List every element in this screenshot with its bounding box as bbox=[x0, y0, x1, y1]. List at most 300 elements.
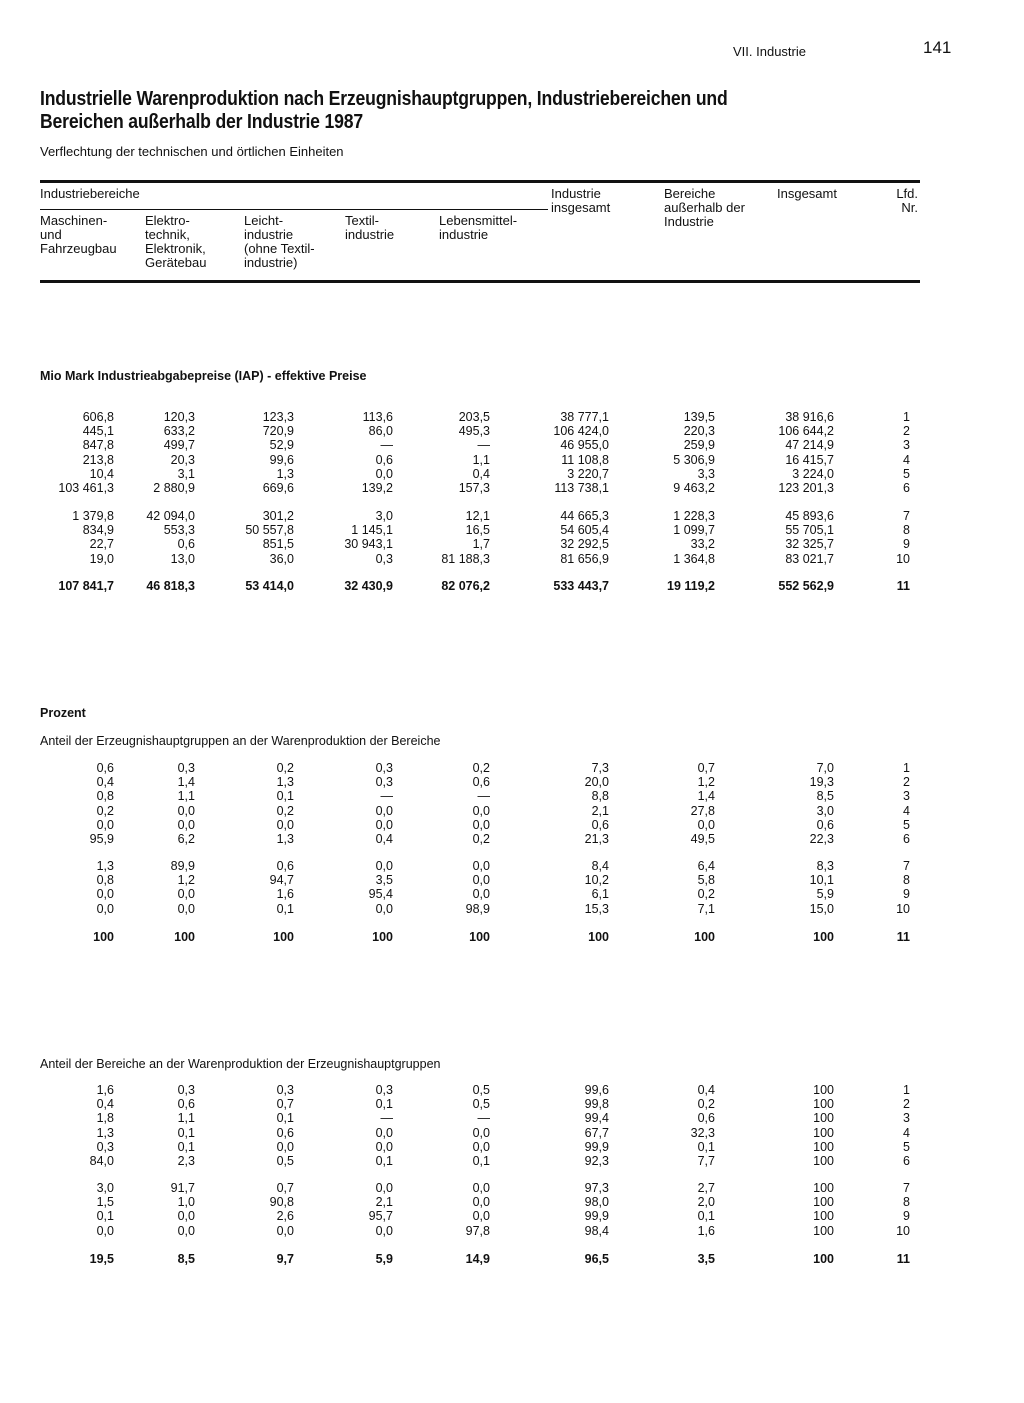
cell-insgesamt: 100 bbox=[813, 1097, 834, 1112]
cell-maschinen: 10,4 bbox=[89, 466, 114, 481]
cell-lfd-nr: 7 bbox=[903, 1181, 910, 1195]
cell-bereiche-ausserhalb: 1,6 bbox=[697, 1223, 715, 1238]
cell-elektro: 120,3 bbox=[163, 410, 195, 424]
cell-lfd-nr: 1 bbox=[903, 1083, 910, 1097]
cell-maschinen: 606,8 bbox=[82, 410, 114, 424]
cell-textil: — bbox=[380, 789, 393, 804]
cell-textil: 5,9 bbox=[375, 1252, 393, 1266]
cell-industrie-insgesamt: 20,0 bbox=[584, 775, 609, 790]
cell-bereiche-ausserhalb: 139,5 bbox=[683, 410, 715, 424]
cell-leicht: 94,7 bbox=[269, 873, 294, 888]
table-row bbox=[0, 438, 1024, 452]
cell-textil: 32 430,9 bbox=[344, 579, 393, 593]
cell-leicht: 301,2 bbox=[262, 509, 294, 523]
col-header-leicht: Leicht- industrie (ohne Textil- industrie) bbox=[244, 213, 315, 270]
cell-textil: 0,1 bbox=[375, 1154, 393, 1168]
cell-textil: 0,0 bbox=[375, 1139, 393, 1154]
cell-maschinen: 0,0 bbox=[96, 817, 114, 832]
cell-industrie-insgesamt: 8,8 bbox=[591, 789, 609, 804]
table-row bbox=[0, 523, 1024, 537]
cell-leicht: 0,0 bbox=[276, 1139, 294, 1154]
cell-industrie-insgesamt: 533 443,7 bbox=[553, 579, 609, 593]
cell-textil: 139,2 bbox=[361, 481, 393, 495]
cell-lebensmittel: 82 076,2 bbox=[441, 579, 490, 593]
cell-lebensmittel: 0,0 bbox=[472, 1125, 490, 1140]
cell-lfd-nr: 1 bbox=[903, 410, 910, 424]
cell-insgesamt: 123 201,3 bbox=[778, 481, 834, 495]
cell-elektro: 0,3 bbox=[177, 1083, 195, 1097]
cell-bereiche-ausserhalb: 0,1 bbox=[697, 1209, 715, 1224]
cell-industrie-insgesamt: 8,4 bbox=[591, 859, 609, 873]
cell-lebensmittel: 495,3 bbox=[458, 424, 490, 439]
cell-lfd-nr: 5 bbox=[903, 817, 910, 832]
cell-textil: 0,0 bbox=[375, 859, 393, 873]
cell-elektro: 0,1 bbox=[177, 1139, 195, 1154]
cell-elektro: 2,3 bbox=[177, 1154, 195, 1168]
cell-elektro: 633,2 bbox=[163, 424, 195, 439]
cell-maschinen: 0,6 bbox=[96, 761, 114, 775]
cell-bereiche-ausserhalb: 49,5 bbox=[690, 832, 715, 846]
cell-leicht: 0,1 bbox=[276, 1111, 294, 1126]
cell-industrie-insgesamt: 96,5 bbox=[584, 1252, 609, 1266]
table-row bbox=[0, 832, 1024, 846]
col-header-industrie-insgesamt: Industrie insgesamt bbox=[551, 186, 611, 215]
cell-bereiche-ausserhalb: 3,3 bbox=[697, 466, 715, 481]
cell-leicht: 9,7 bbox=[276, 1252, 294, 1266]
cell-bereiche-ausserhalb: 7,1 bbox=[697, 901, 715, 916]
cell-lebensmittel: 0,5 bbox=[472, 1083, 490, 1097]
cell-lfd-nr: 9 bbox=[903, 887, 910, 902]
cell-insgesamt: 47 214,9 bbox=[785, 438, 834, 453]
cell-industrie-insgesamt: 67,7 bbox=[584, 1125, 609, 1140]
cell-elektro: 8,5 bbox=[177, 1252, 195, 1266]
cell-elektro: 42 094,0 bbox=[146, 509, 195, 523]
cell-elektro: 46 818,3 bbox=[146, 579, 195, 593]
cell-lebensmittel: — bbox=[477, 438, 490, 453]
cell-bereiche-ausserhalb: 32,3 bbox=[690, 1125, 715, 1140]
cell-bereiche-ausserhalb: 3,5 bbox=[697, 1252, 715, 1266]
cell-lfd-nr: 2 bbox=[903, 424, 910, 439]
cell-leicht: 1,3 bbox=[276, 775, 294, 790]
cell-insgesamt: 100 bbox=[813, 1083, 834, 1097]
cell-leicht: 0,0 bbox=[276, 1223, 294, 1238]
cell-textil: 86,0 bbox=[368, 424, 393, 439]
table-row bbox=[0, 467, 1024, 481]
cell-maschinen: 19,0 bbox=[89, 551, 114, 566]
cell-industrie-insgesamt: 0,6 bbox=[591, 817, 609, 832]
cell-lfd-nr: 2 bbox=[903, 775, 910, 790]
table-row bbox=[0, 410, 1024, 424]
col-header-maschinen: Maschinen- und Fahrzeugbau bbox=[40, 213, 117, 256]
cell-lebensmittel: 0,0 bbox=[472, 1139, 490, 1154]
cell-lfd-nr: 3 bbox=[903, 1111, 910, 1126]
col-header-bereiche-ausserhalb: Bereiche außerhalb der Industrie bbox=[664, 186, 745, 229]
table-row bbox=[0, 1083, 1024, 1097]
cell-leicht: 0,1 bbox=[276, 789, 294, 804]
cell-insgesamt: 8,5 bbox=[816, 789, 834, 804]
table-row bbox=[0, 761, 1024, 775]
table-row bbox=[0, 453, 1024, 467]
cell-maschinen: 0,3 bbox=[96, 1139, 114, 1154]
cell-industrie-insgesamt: 15,3 bbox=[584, 901, 609, 916]
cell-elektro: 89,9 bbox=[170, 859, 195, 873]
cell-maschinen: 100 bbox=[93, 930, 114, 944]
cell-elektro: 13,0 bbox=[170, 551, 195, 566]
cell-maschinen: 1,3 bbox=[96, 1125, 114, 1140]
cell-leicht: 851,5 bbox=[262, 537, 294, 552]
cell-textil: 0,1 bbox=[375, 1097, 393, 1112]
cell-lebensmittel: 157,3 bbox=[458, 481, 490, 495]
total-row bbox=[0, 930, 1024, 944]
cell-insgesamt: 100 bbox=[813, 1252, 834, 1266]
cell-lfd-nr: 11 bbox=[896, 1252, 910, 1266]
cell-lfd-nr: 6 bbox=[903, 832, 910, 846]
cell-lfd-nr: 5 bbox=[903, 466, 910, 481]
cell-lfd-nr: 4 bbox=[903, 452, 910, 467]
cell-bereiche-ausserhalb: 1 228,3 bbox=[673, 509, 715, 523]
cell-lebensmittel: 203,5 bbox=[458, 410, 490, 424]
table-row bbox=[0, 789, 1024, 803]
cell-elektro: 6,2 bbox=[177, 832, 195, 846]
section-subtitle-bereiche: Anteil der Bereiche an der Warenproduktion der Erzeugnishauptgruppen bbox=[40, 1057, 441, 1071]
chapter-label: VII. Industrie bbox=[733, 44, 806, 59]
table-row bbox=[0, 775, 1024, 789]
cell-elektro: 0,0 bbox=[177, 817, 195, 832]
table-row bbox=[0, 902, 1024, 916]
cell-bereiche-ausserhalb: 2,0 bbox=[697, 1195, 715, 1210]
cell-industrie-insgesamt: 113 738,1 bbox=[554, 481, 609, 495]
cell-maschinen: 22,7 bbox=[89, 537, 114, 552]
cell-elektro: 553,3 bbox=[163, 523, 195, 538]
cell-insgesamt: 552 562,9 bbox=[778, 579, 834, 593]
cell-lfd-nr: 7 bbox=[903, 509, 910, 523]
cell-bereiche-ausserhalb: 5 306,9 bbox=[673, 452, 715, 467]
cell-insgesamt: 100 bbox=[813, 1154, 834, 1168]
cell-maschinen: 1,6 bbox=[96, 1083, 114, 1097]
table-row bbox=[0, 509, 1024, 523]
table-row bbox=[0, 1126, 1024, 1140]
cell-lebensmittel: 0,0 bbox=[472, 887, 490, 902]
cell-industrie-insgesamt: 99,6 bbox=[584, 1083, 609, 1097]
cell-maschinen: 0,8 bbox=[96, 789, 114, 804]
cell-bereiche-ausserhalb: 0,4 bbox=[697, 1083, 715, 1097]
total-row bbox=[0, 1252, 1024, 1266]
cell-insgesamt: 106 644,2 bbox=[778, 424, 834, 439]
cell-insgesamt: 55 705,1 bbox=[785, 523, 834, 538]
cell-insgesamt: 10,1 bbox=[809, 873, 834, 888]
cell-insgesamt: 100 bbox=[813, 1139, 834, 1154]
cell-elektro: 499,7 bbox=[163, 438, 195, 453]
cell-leicht: 1,3 bbox=[276, 466, 294, 481]
cell-textil: 0,3 bbox=[375, 775, 393, 790]
cell-insgesamt: 16 415,7 bbox=[785, 452, 834, 467]
cell-lebensmittel: — bbox=[477, 789, 490, 804]
cell-leicht: 1,3 bbox=[276, 832, 294, 846]
cell-maschinen: 834,9 bbox=[82, 523, 114, 538]
cell-industrie-insgesamt: 46 955,0 bbox=[560, 438, 609, 453]
table-row bbox=[0, 481, 1024, 495]
cell-leicht: 53 414,0 bbox=[245, 579, 294, 593]
cell-maschinen: 95,9 bbox=[89, 832, 114, 846]
cell-leicht: 100 bbox=[273, 930, 294, 944]
page-subtitle: Verflechtung der technischen und örtlichen Einheiten bbox=[40, 144, 344, 159]
section-subtitle-erzeugnis: Anteil der Erzeugnishauptgruppen an der Warenproduktion der Bereiche bbox=[40, 734, 441, 748]
cell-maschinen: 19,5 bbox=[89, 1252, 114, 1266]
cell-elektro: 1,4 bbox=[177, 775, 195, 790]
table-row bbox=[0, 887, 1024, 901]
cell-textil: 100 bbox=[372, 930, 393, 944]
cell-lfd-nr: 11 bbox=[896, 930, 910, 944]
cell-elektro: 0,3 bbox=[177, 761, 195, 775]
cell-elektro: 0,0 bbox=[177, 1223, 195, 1238]
cell-lebensmittel: 0,0 bbox=[472, 1209, 490, 1224]
cell-industrie-insgesamt: 3 220,7 bbox=[567, 466, 609, 481]
cell-insgesamt: 32 325,7 bbox=[785, 537, 834, 552]
cell-maschinen: 3,0 bbox=[96, 1181, 114, 1195]
cell-leicht: 99,6 bbox=[269, 452, 294, 467]
cell-bereiche-ausserhalb: 0,6 bbox=[697, 1111, 715, 1126]
cell-lfd-nr: 4 bbox=[903, 803, 910, 818]
cell-lebensmittel: 0,0 bbox=[472, 817, 490, 832]
cell-leicht: 0,7 bbox=[276, 1097, 294, 1112]
cell-industrie-insgesamt: 97,3 bbox=[584, 1181, 609, 1195]
cell-maschinen: 0,4 bbox=[96, 1097, 114, 1112]
cell-insgesamt: 100 bbox=[813, 930, 834, 944]
cell-insgesamt: 100 bbox=[813, 1111, 834, 1126]
cell-bereiche-ausserhalb: 19 119,2 bbox=[667, 579, 715, 593]
cell-textil: 30 943,1 bbox=[344, 537, 393, 552]
cell-lfd-nr: 10 bbox=[896, 1223, 910, 1238]
cell-maschinen: 1,5 bbox=[96, 1195, 114, 1210]
cell-lebensmittel: — bbox=[477, 1111, 490, 1126]
cell-leicht: 0,7 bbox=[276, 1181, 294, 1195]
cell-maschinen: 107 841,7 bbox=[58, 579, 114, 593]
cell-elektro: 1,1 bbox=[177, 789, 195, 804]
table-row bbox=[0, 1097, 1024, 1111]
cell-elektro: 20,3 bbox=[170, 452, 195, 467]
cell-leicht: 1,6 bbox=[276, 887, 294, 902]
cell-elektro: 0,6 bbox=[177, 1097, 195, 1112]
cell-leicht: 2,6 bbox=[276, 1209, 294, 1224]
cell-industrie-insgesamt: 99,8 bbox=[584, 1097, 609, 1112]
cell-elektro: 0,0 bbox=[177, 803, 195, 818]
table-row bbox=[0, 818, 1024, 832]
cell-leicht: 50 557,8 bbox=[245, 523, 294, 538]
table-row bbox=[0, 1140, 1024, 1154]
cell-bereiche-ausserhalb: 5,8 bbox=[697, 873, 715, 888]
cell-industrie-insgesamt: 99,9 bbox=[584, 1209, 609, 1224]
cell-lebensmittel: 0,6 bbox=[472, 775, 490, 790]
table-row bbox=[0, 1209, 1024, 1223]
cell-elektro: 0,1 bbox=[177, 1125, 195, 1140]
cell-bereiche-ausserhalb: 0,1 bbox=[697, 1139, 715, 1154]
cell-leicht: 0,5 bbox=[276, 1154, 294, 1168]
cell-textil: 0,0 bbox=[375, 466, 393, 481]
cell-textil: 95,4 bbox=[368, 887, 393, 902]
cell-insgesamt: 100 bbox=[813, 1223, 834, 1238]
cell-textil: 95,7 bbox=[368, 1209, 393, 1224]
cell-bereiche-ausserhalb: 33,2 bbox=[690, 537, 715, 552]
cell-insgesamt: 7,0 bbox=[816, 761, 834, 775]
cell-lfd-nr: 10 bbox=[896, 901, 910, 916]
cell-textil: 0,0 bbox=[375, 803, 393, 818]
cell-lebensmittel: 98,9 bbox=[465, 901, 490, 916]
cell-elektro: 100 bbox=[174, 930, 195, 944]
cell-industrie-insgesamt: 81 656,9 bbox=[560, 551, 609, 566]
cell-textil: 0,3 bbox=[375, 761, 393, 775]
cell-maschinen: 213,8 bbox=[82, 452, 114, 467]
cell-textil: 1 145,1 bbox=[351, 523, 393, 538]
table-row bbox=[0, 859, 1024, 873]
cell-industrie-insgesamt: 2,1 bbox=[591, 803, 609, 818]
cell-maschinen: 1 379,8 bbox=[72, 509, 114, 523]
cell-industrie-insgesamt: 100 bbox=[588, 930, 609, 944]
table-row bbox=[0, 424, 1024, 438]
table-row bbox=[0, 1111, 1024, 1125]
cell-lebensmittel: 0,0 bbox=[472, 859, 490, 873]
cell-lebensmittel: 81 188,3 bbox=[441, 551, 490, 566]
cell-lebensmittel: 16,5 bbox=[465, 523, 490, 538]
cell-textil: 2,1 bbox=[375, 1195, 393, 1210]
cell-lebensmittel: 97,8 bbox=[465, 1223, 490, 1238]
table-row bbox=[0, 1154, 1024, 1168]
cell-lfd-nr: 4 bbox=[903, 1125, 910, 1140]
cell-leicht: 0,2 bbox=[276, 761, 294, 775]
col-header-lebensmittel: Lebensmittel- industrie bbox=[439, 213, 518, 242]
table-header-bottom-rule bbox=[40, 280, 920, 283]
cell-leicht: 123,3 bbox=[262, 410, 294, 424]
cell-textil: 0,3 bbox=[375, 1083, 393, 1097]
cell-bereiche-ausserhalb: 1,2 bbox=[697, 775, 715, 790]
cell-leicht: 0,6 bbox=[276, 859, 294, 873]
cell-lebensmittel: 0,0 bbox=[472, 1181, 490, 1195]
cell-leicht: 0,3 bbox=[276, 1083, 294, 1097]
cell-maschinen: 0,2 bbox=[96, 803, 114, 818]
cell-textil: 0,0 bbox=[375, 1181, 393, 1195]
cell-textil: 0,0 bbox=[375, 1125, 393, 1140]
col-header-industriebereiche: Industriebereiche bbox=[40, 186, 140, 201]
cell-industrie-insgesamt: 98,4 bbox=[584, 1223, 609, 1238]
cell-leicht: 0,6 bbox=[276, 1125, 294, 1140]
cell-textil: 113,6 bbox=[362, 410, 393, 424]
cell-lfd-nr: 9 bbox=[903, 537, 910, 552]
total-row bbox=[0, 579, 1024, 593]
col-header-group-rule bbox=[40, 209, 548, 210]
cell-elektro: 1,0 bbox=[177, 1195, 195, 1210]
cell-maschinen: 1,3 bbox=[96, 859, 114, 873]
cell-insgesamt: 15,0 bbox=[809, 901, 834, 916]
cell-insgesamt: 83 021,7 bbox=[785, 551, 834, 566]
cell-lebensmittel: 12,1 bbox=[465, 509, 490, 523]
cell-insgesamt: 3,0 bbox=[816, 803, 834, 818]
cell-maschinen: 0,0 bbox=[96, 1223, 114, 1238]
cell-insgesamt: 38 916,6 bbox=[785, 410, 834, 424]
cell-lebensmittel: 0,1 bbox=[472, 1154, 490, 1168]
cell-maschinen: 0,0 bbox=[96, 901, 114, 916]
cell-bereiche-ausserhalb: 2,7 bbox=[697, 1181, 715, 1195]
cell-industrie-insgesamt: 99,4 bbox=[584, 1111, 609, 1126]
cell-lebensmittel: 0,5 bbox=[472, 1097, 490, 1112]
cell-textil: 0,0 bbox=[375, 817, 393, 832]
cell-leicht: 52,9 bbox=[269, 438, 294, 453]
cell-insgesamt: 100 bbox=[813, 1125, 834, 1140]
cell-maschinen: 0,1 bbox=[96, 1209, 114, 1224]
cell-industrie-insgesamt: 54 605,4 bbox=[560, 523, 609, 538]
cell-industrie-insgesamt: 21,3 bbox=[584, 832, 609, 846]
cell-textil: 0,4 bbox=[375, 832, 393, 846]
cell-maschinen: 847,8 bbox=[82, 438, 114, 453]
cell-bereiche-ausserhalb: 0,2 bbox=[697, 887, 715, 902]
cell-maschinen: 0,4 bbox=[96, 775, 114, 790]
cell-industrie-insgesamt: 10,2 bbox=[584, 873, 609, 888]
cell-insgesamt: 45 893,6 bbox=[785, 509, 834, 523]
cell-leicht: 720,9 bbox=[262, 424, 294, 439]
cell-lfd-nr: 1 bbox=[903, 761, 910, 775]
cell-insgesamt: 100 bbox=[813, 1195, 834, 1210]
table-row bbox=[0, 804, 1024, 818]
table-top-rule bbox=[40, 180, 920, 183]
cell-lebensmittel: 0,4 bbox=[472, 466, 490, 481]
cell-industrie-insgesamt: 106 424,0 bbox=[553, 424, 609, 439]
cell-lfd-nr: 6 bbox=[903, 481, 910, 495]
cell-industrie-insgesamt: 7,3 bbox=[591, 761, 609, 775]
cell-industrie-insgesamt: 32 292,5 bbox=[560, 537, 609, 552]
cell-elektro: 0,0 bbox=[177, 901, 195, 916]
cell-elektro: 0,6 bbox=[177, 537, 195, 552]
cell-bereiche-ausserhalb: 6,4 bbox=[697, 859, 715, 873]
section-label-mio-mark: Mio Mark Industrieabgabepreise (IAP) - effektive Preise bbox=[40, 369, 367, 383]
cell-lfd-nr: 8 bbox=[903, 873, 910, 888]
cell-bereiche-ausserhalb: 220,3 bbox=[683, 424, 715, 439]
cell-insgesamt: 0,6 bbox=[816, 817, 834, 832]
table-row bbox=[0, 552, 1024, 566]
cell-lfd-nr: 11 bbox=[896, 579, 910, 593]
col-header-insgesamt: Insgesamt bbox=[777, 186, 837, 201]
cell-industrie-insgesamt: 6,1 bbox=[591, 887, 609, 902]
cell-elektro: 0,0 bbox=[177, 1209, 195, 1224]
cell-bereiche-ausserhalb: 1 099,7 bbox=[673, 523, 715, 538]
cell-bereiche-ausserhalb: 9 463,2 bbox=[673, 481, 715, 495]
cell-lebensmittel: 0,0 bbox=[472, 873, 490, 888]
cell-lfd-nr: 7 bbox=[903, 859, 910, 873]
cell-elektro: 1,1 bbox=[177, 1111, 195, 1126]
cell-insgesamt: 8,3 bbox=[816, 859, 834, 873]
cell-bereiche-ausserhalb: 259,9 bbox=[683, 438, 715, 453]
cell-bereiche-ausserhalb: 7,7 bbox=[697, 1154, 715, 1168]
cell-maschinen: 0,0 bbox=[96, 887, 114, 902]
cell-lfd-nr: 9 bbox=[903, 1209, 910, 1224]
cell-industrie-insgesamt: 11 108,8 bbox=[561, 452, 609, 467]
cell-insgesamt: 100 bbox=[813, 1209, 834, 1224]
cell-leicht: 0,1 bbox=[276, 901, 294, 916]
cell-lfd-nr: 6 bbox=[903, 1154, 910, 1168]
cell-textil: 3,0 bbox=[375, 509, 393, 523]
cell-insgesamt: 5,9 bbox=[816, 887, 834, 902]
cell-maschinen: 445,1 bbox=[82, 424, 114, 439]
cell-insgesamt: 100 bbox=[813, 1181, 834, 1195]
col-header-textil: Textil- industrie bbox=[345, 213, 395, 242]
table-row bbox=[0, 537, 1024, 551]
cell-maschinen: 0,8 bbox=[96, 873, 114, 888]
cell-insgesamt: 22,3 bbox=[809, 832, 834, 846]
cell-lebensmittel: 1,1 bbox=[472, 452, 490, 467]
cell-textil: 3,5 bbox=[375, 873, 393, 888]
cell-bereiche-ausserhalb: 1,4 bbox=[697, 789, 715, 804]
table-row bbox=[0, 1181, 1024, 1195]
table-row bbox=[0, 873, 1024, 887]
cell-elektro: 1,2 bbox=[177, 873, 195, 888]
table-row bbox=[0, 1195, 1024, 1209]
